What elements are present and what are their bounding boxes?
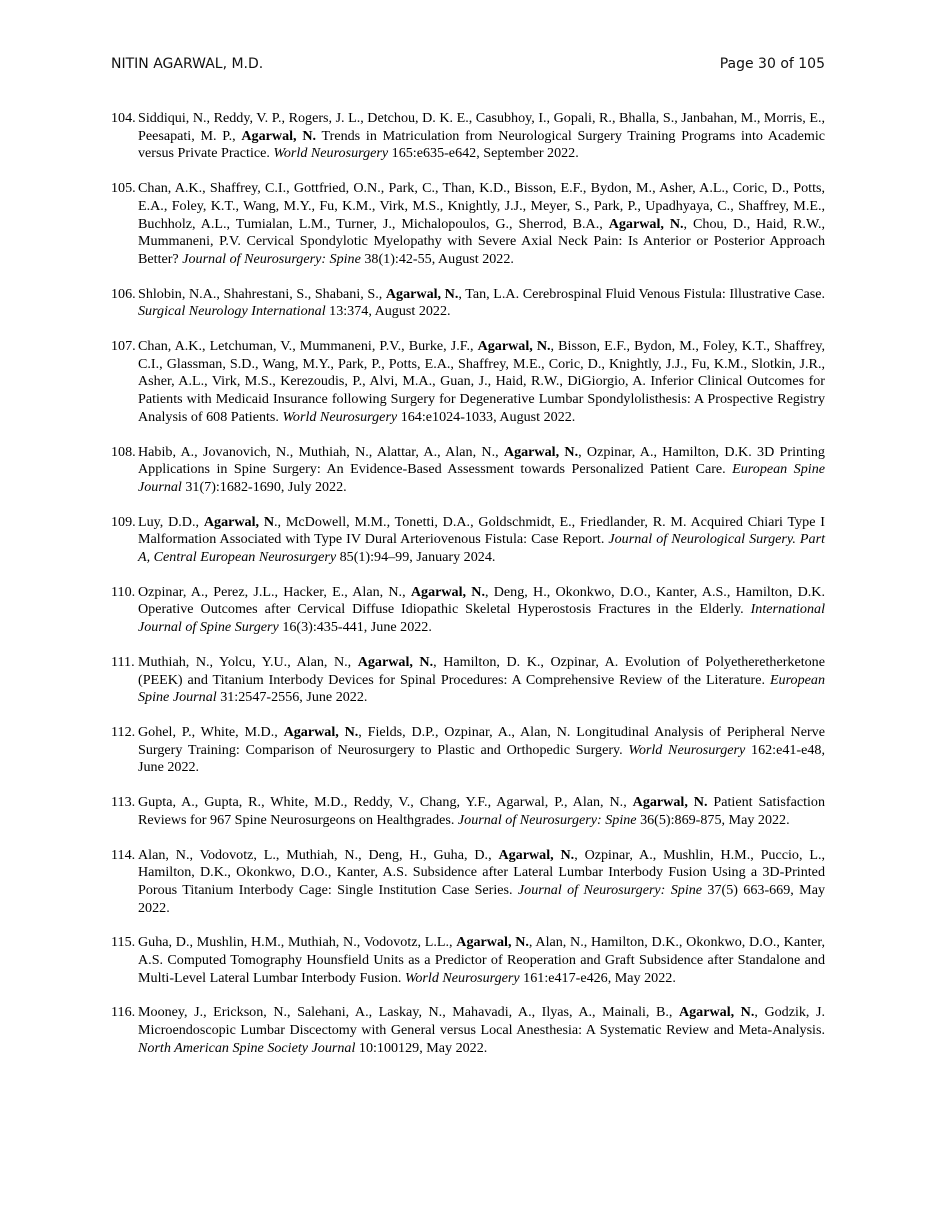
reference-details: 161:e417-e426, May 2022. (519, 969, 676, 986)
reference-details: 16(3):435-441, June 2022. (278, 619, 432, 636)
reference-number: 105. (111, 180, 136, 197)
reference-authors: Chan, A.K., Shaffrey, C.I., Gottfried, O.N., Park, C., Than, K.D., Bisson, E.F., Bydon, M., Asher, A.L., Coric, D., Potts, E.A., Foley, K.T., Wang, M.Y., Fu, K.M., Virk, M.S., Knightly, J.J., Meyer, S., Park, P., Upadhyaya, C., Shaffrey, M.E., Buchholz, A.L., Tumialan, L.M., Turner, J., Michalopoulos, G., Sherrod, B.A., (138, 180, 825, 232)
reference-authors: Gupta, A., Gupta, R., White, M.D., Reddy, V., Chang, Y.F., Agarwal, P., Alan, N., (138, 794, 633, 811)
reference-item (111, 724, 825, 777)
reference-title: , Deng, H., Okonkwo, D.O., Kanter, A.S., Hamilton, D.K. Operative Outcomes after Cervical Diffuse Idiopathic Skeletal Hyperostosis Fractures in the Elderly. (138, 583, 825, 618)
author-name: NITIN AGARWAL, M.D. (111, 56, 264, 72)
highlighted-author: Agarwal, N. (608, 215, 684, 232)
reference-number: 113. (111, 794, 136, 811)
journal-name: World Neurosurgery (404, 969, 520, 986)
reference-title: , Alan, N., Hamilton, D.K., Okonkwo, D.O., Kanter, A.S. Computed Tomography Hounsfield Units as a Predictor of Reoperation and Graft Subsidence after Standalone and Multi-Level Lateral Lumbar Interbody Fusion. (138, 934, 825, 986)
reference-authors: Muthiah, N., Yolcu, Y.U., Alan, N., (138, 653, 358, 670)
reference-item (111, 794, 825, 829)
reference-details: 36(5):869-875, May 2022. (636, 811, 790, 828)
reference-number: 116. (111, 1004, 136, 1021)
reference-list (111, 110, 825, 1075)
reference-title: , Fields, D.P., Ozpinar, A., Alan, N. Longitudinal Analysis of Peripheral Nerve Surgery Training: Comparison of Neurosurgery to Plastic and Orthopedic Surgery. (138, 723, 825, 758)
reference-title: , Chou, D., Haid, R.W., Mummaneni, P.V. Cervical Spondylotic Myelopathy with Severe Axial Neck Pain: Is Anterior or Posterior Approach Better? (138, 215, 825, 267)
reference-number: 108. (111, 443, 136, 460)
reference-authors: Alan, N., Vodovotz, L., Muthiah, N., Deng, H., Guha, D., (138, 846, 499, 863)
journal-name: World Neurosurgery (273, 145, 389, 162)
highlighted-author: Agarwal, N. (498, 846, 575, 863)
reference-number: 107. (111, 338, 136, 355)
reference-item (111, 654, 825, 707)
journal-name: Surgical Neurology International (138, 303, 326, 320)
reference-title: , Tan, L.A. Cerebrospinal Fluid Venous Fistula: Illustrative Case. (458, 285, 825, 302)
reference-item (111, 1004, 825, 1057)
reference-item (111, 286, 825, 321)
highlighted-author: Agarwal, N. (456, 934, 529, 951)
highlighted-author: Agarwal, N. (678, 1004, 755, 1021)
reference-item (111, 514, 825, 567)
highlighted-author: Agarwal, N. (357, 653, 434, 670)
reference-authors: Chan, A.K., Letchuman, V., Mummaneni, P.V., Burke, J.F., (138, 338, 478, 355)
reference-number: 112. (111, 723, 136, 740)
reference-title: ., McDowell, M.M., Tonetti, D.A., Goldschmidt, E., Friedlander, R. M. Acquired Chiari Type I Malformation Associated with Type IV Dural Arteriovenous Fistula: Case Report. (138, 513, 825, 548)
page-number: Page 30 of 105 (719, 56, 825, 72)
reference-item (111, 338, 825, 427)
reference-title: , Ozpinar, A., Mushlin, H.M., Puccio, L., Hamilton, D.K., Okonkwo, D.O., Kanter, A.S. Subsidence after Lateral Lumbar Interbody Fusion Using a 3D-Printed Porous Titanium Interbody Cage: Single Institution Case Series. (138, 846, 825, 898)
reference-authors: Shlobin, N.A., Shahrestani, S., Shabani, S., (138, 285, 386, 302)
highlighted-author: Agarwal, N. (385, 285, 459, 302)
reference-item (111, 847, 825, 918)
reference-details: 10:100129, May 2022. (355, 1039, 488, 1056)
journal-name: Journal of Neurosurgery: Spine (517, 881, 703, 898)
reference-number: 115. (111, 934, 136, 951)
reference-authors: Gohel, P., White, M.D., (138, 723, 284, 740)
reference-authors: Ozpinar, A., Perez, J.L., Hacker, E., Alan, N., (138, 583, 411, 600)
reference-item (111, 934, 825, 987)
reference-item (111, 444, 825, 497)
reference-details: 31(7):1682-1690, July 2022. (181, 478, 347, 495)
journal-name: European Spine Journal (138, 461, 825, 495)
reference-authors: Luy, D.D., (138, 513, 204, 530)
highlighted-author: Agarwal, N. (241, 127, 317, 144)
reference-title: Patient Satisfaction Reviews for 967 Spine Neurosurgeons on Healthgrades. (138, 794, 826, 828)
journal-name: European Spine Journal (138, 671, 825, 706)
reference-item (111, 110, 825, 163)
reference-authors: Habib, A., Jovanovich, N., Muthiah, N., Alattar, A., Alan, N., (138, 443, 504, 460)
reference-authors: Guha, D., Mushlin, H.M., Muthiah, N., Vodovotz, L.L., (138, 934, 457, 951)
reference-details: 165:e635-e642, September 2022. (388, 145, 579, 162)
journal-name: North American Spine Society Journal (138, 1039, 356, 1056)
reference-number: 104. (111, 110, 136, 126)
reference-item (111, 584, 825, 637)
journal-name: World Neurosurgery (282, 408, 398, 425)
reference-number: 114. (111, 846, 136, 863)
journal-name: World Neurosurgery (628, 741, 746, 758)
journal-name: Journal of Neurological Surgery. Part A, Central European Neurosurgery (138, 531, 825, 566)
reference-title: , Godzik, J. Microendoscopic Lumbar Discectomy with General versus Local Anesthesia: A Systematic Review and Meta-Analysis. (138, 1004, 826, 1039)
highlighted-author: Agarwal, N. (477, 338, 551, 355)
reference-number: 109. (111, 513, 136, 530)
reference-details: 13:374, August 2022. (325, 303, 451, 320)
reference-number: 110. (111, 583, 136, 600)
reference-details: 164:e1024-1033, August 2022. (397, 408, 576, 425)
reference-title: Trends in Matriculation from Neurological Surgery Training Programs into Academic versus Private Practice. (138, 127, 825, 162)
reference-details: 38(1):42-55, August 2022. (360, 250, 514, 267)
reference-authors: Siddiqui, N., Reddy, V. P., Rogers, J. L., Detchou, D. K. E., Casubhoy, I., Gopali, R., Bhalla, S., Janbahan, M., Morris, E., Peesapati, M. P., (138, 110, 825, 144)
highlighted-author: Agarwal, N. (283, 723, 359, 740)
reference-title: , Ozpinar, A., Hamilton, D.K. 3D Printing Applications in Spine Surgery: An Evidence-Based Assessment towards Personalized Patient Care. (138, 443, 825, 478)
reference-details: 31:2547-2556, June 2022. (216, 689, 368, 706)
highlighted-author: Agarwal, N. (503, 443, 579, 460)
journal-name: International Journal of Spine Surgery (138, 601, 825, 636)
reference-details: 162:e41-e48, June 2022. (138, 741, 825, 776)
reference-title: , Hamilton, D. K., Ozpinar, A. Evolution of Polyetheretherketone (PEEK) and Titanium Interbody Devices for Spinal Procedures: A Comprehensive Review of the Literature. (138, 653, 825, 688)
reference-details: 85(1):94–99, January 2024. (336, 549, 496, 566)
highlighted-author: Agarwal, N (203, 513, 275, 530)
journal-name: Journal of Neurosurgery: Spine (182, 250, 361, 267)
reference-details: 37(5) 663-669, May 2022. (138, 881, 825, 916)
reference-number: 111. (111, 653, 135, 670)
highlighted-author: Agarwal, N. (410, 583, 485, 600)
journal-name: Journal of Neurosurgery: Spine (457, 811, 637, 828)
page-header (111, 56, 825, 78)
reference-title: , Bisson, E.F., Bydon, M., Foley, K.T., Shaffrey, C.I., Glassman, S.D., Wang, M.Y., Park, P., Potts, E.A., Shaffrey, M.E., Coric, D., Knightly, J.J., Fu, K.M., Slotkin, J.R., Asher, A.L., Virk, M.S., Kerezoudis, P., Alvi, M.A., Guan, J., Haid, R.W., DiGiorgio, A. Inferior Clinical Outcomes for Patients with Medicaid Insurance following Surgery for Degenerative Lumbar Spondylolisthesis: A Prospective Registry Analysis of 608 Patients. (138, 338, 825, 425)
reference-number: 106. (111, 285, 136, 302)
reference-authors: Mooney, J., Erickson, N., Salehani, A., Laskay, N., Mahavadi, A., Ilyas, A., Mainali, B., (138, 1004, 679, 1021)
reference-item (111, 180, 825, 269)
highlighted-author: Agarwal, N. (632, 794, 708, 811)
